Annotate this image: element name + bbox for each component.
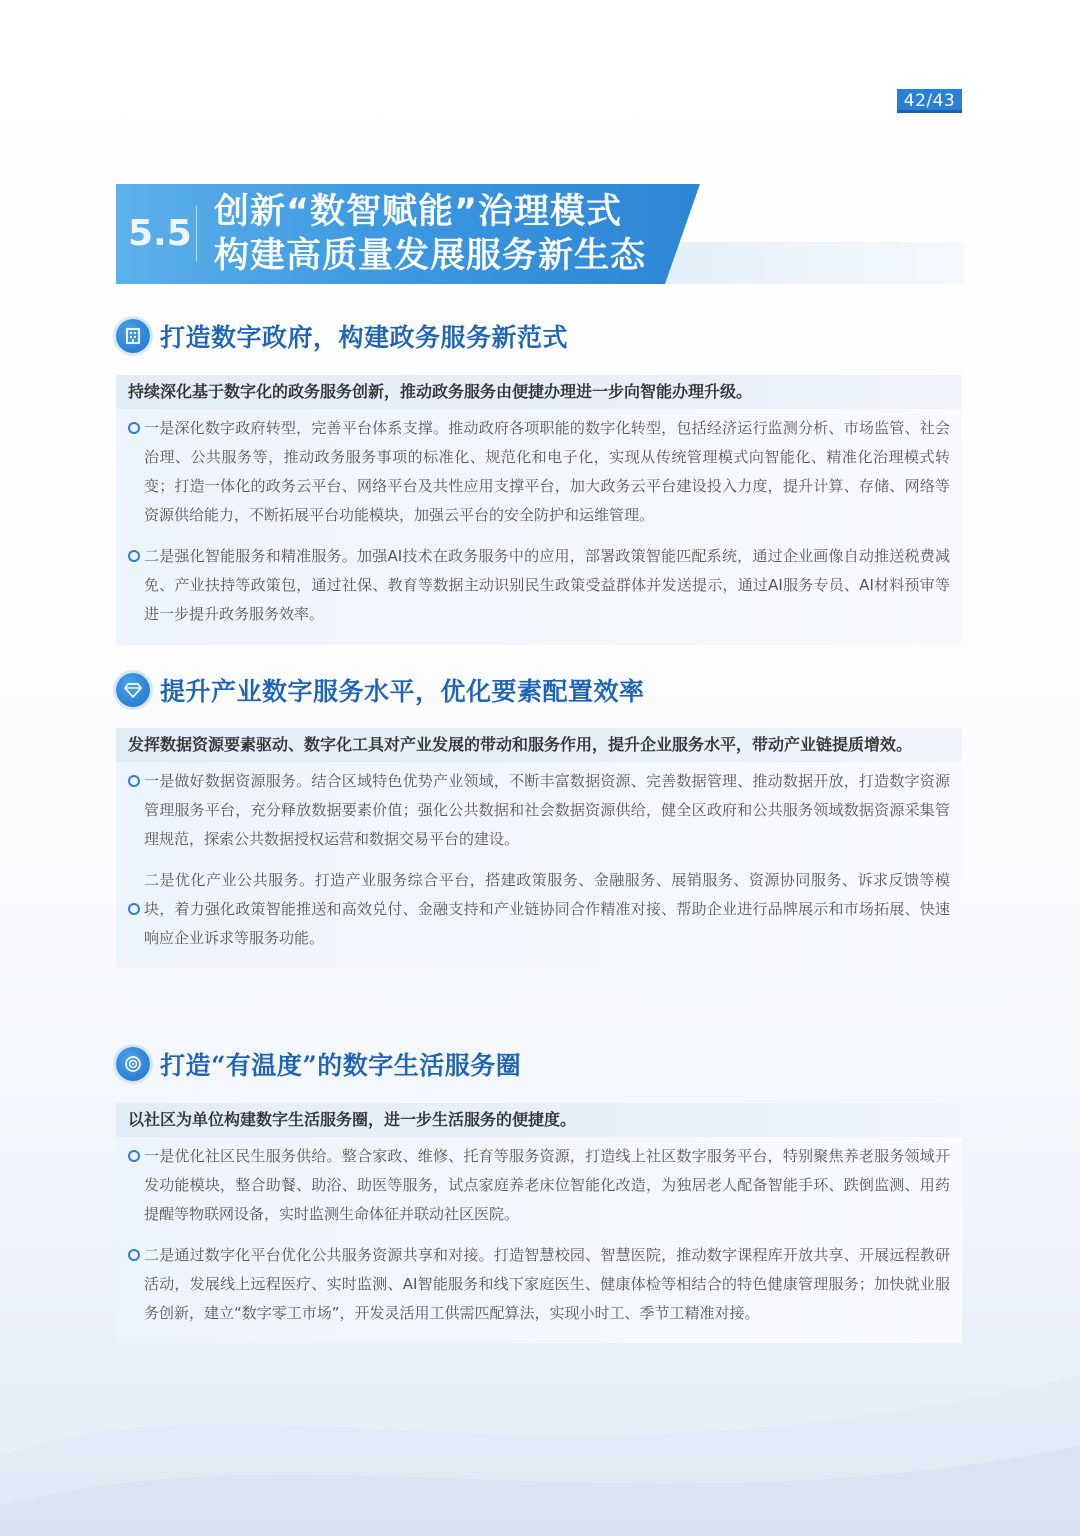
bullet-icon	[128, 775, 140, 787]
bullet-icon	[128, 422, 140, 434]
banner-title	[214, 190, 646, 278]
bullet-icon	[128, 550, 140, 562]
bullet-icon	[128, 903, 140, 915]
banner-title-line1: 创新“数智赋能”治理模式	[214, 192, 623, 232]
list-item-text: 一是深化数字政府转型，完善平台体系支撑。推动政府各项职能的数字化转型，包括经济运行监测分析、市场监管、社会治理、公共服务等，推动政务服务事项的标准化、规范化和电子化，实现从传统管理模式向智能化、精准化治理模式转变；打造一体化的政务云平台、网络平台及共性应用支撑平台，加大政务云平台建设投入力度，提升计算、存储、网络等资源供给能力，不断拓展平台功能模块，加强云平台的安全防护和运维管理。	[144, 419, 950, 524]
section-number: 5.5	[128, 213, 192, 254]
section-header-2	[116, 670, 645, 710]
section-title-3: 打造“有温度”的数字生活服务圈	[160, 1051, 522, 1080]
building-icon	[116, 319, 150, 353]
target-icon	[116, 1047, 150, 1081]
section-title-1: 打造数字政府，构建政务服务新范式	[160, 323, 569, 352]
banner-title-line2: 构建高质量发展服务新生态	[214, 236, 647, 276]
banner-divider	[196, 206, 197, 262]
section-lead-3: 以社区为单位构建数字生活服务圈，进一步生活服务的便捷度。	[128, 1110, 577, 1129]
section-lead-2: 发挥数据资源要素驱动、数字化工具对产业发展的带动和服务作用，提升企业服务水平，带动产业链提质增效。	[128, 735, 913, 754]
section-lead-1: 持续深化基于数字化的政务服务创新，推动政务服务由便捷办理进一步向智能办理升级。	[128, 382, 753, 401]
page-number: 42/43	[897, 89, 962, 113]
list-item-text: 二是强化智能服务和精准服务。加强AI技术在政务服务中的应用，部署政策智能匹配系统，通过企业画像自动推送税费减免、产业扶持等政策包，通过社保、教育等数据主动识别民生政策受益群体并发送提示，通过AI服务专员、AI材料预审等进一步提升政务服务效率。	[144, 547, 950, 623]
diamond-icon	[116, 673, 150, 707]
bullet-icon	[128, 1249, 140, 1261]
section-header-3	[116, 1044, 521, 1084]
list-item-text: 二是通过数字化平台优化公共服务资源共享和对接。打造智慧校园、智慧医院，推动数字课程库开放共享、开展远程教研活动，发展线上远程医疗、实时监测、AI智能服务和线下家庭医生、健康体检等相结合的特色健康管理服务；加快就业服务创新，建立“数字零工市场”，开发灵活用工供需匹配算法，实现小时工、季节工精准对接。	[144, 1246, 950, 1322]
list-item-text: 一是优化社区民生服务供给。整合家政、维修、托育等服务资源，打造线上社区数字服务平台，特别聚焦养老服务领域开发功能模块，整合助餐、助浴、助医等服务，试点家庭养老床位智能化改造，为独居老人配备智能手环、跌倒监测、用药提醒等物联网设备，实时监测生命体征并联动社区医院。	[144, 1147, 950, 1223]
list-item-text: 一是做好数据资源服务。结合区域特色优势产业领域，不断丰富数据资源、完善数据管理、推动数据开放，打造数字资源管理服务平台，充分释放数据要素价值；强化公共数据和社会数据资源供给，健全区政府和公共服务领域数据资源采集管理规范，探索公共数据授权运营和数据交易平台的建设。	[144, 772, 950, 848]
bullet-icon	[128, 1150, 140, 1162]
section-title-2: 提升产业数字服务水平，优化要素配置效率	[160, 677, 645, 706]
section-banner	[116, 184, 964, 284]
section-header-1	[116, 316, 568, 356]
list-item-text: 二是优化产业公共服务。打造产业服务综合平台，搭建政策服务、金融服务、展销服务、资源协同服务、诉求反馈等模块，着力强化政策智能推送和高效兑付、金融支持和产业链协同合作精准对接、帮助企业进行品牌展示和市场拓展、快速响应企业诉求等服务功能。	[144, 871, 950, 947]
